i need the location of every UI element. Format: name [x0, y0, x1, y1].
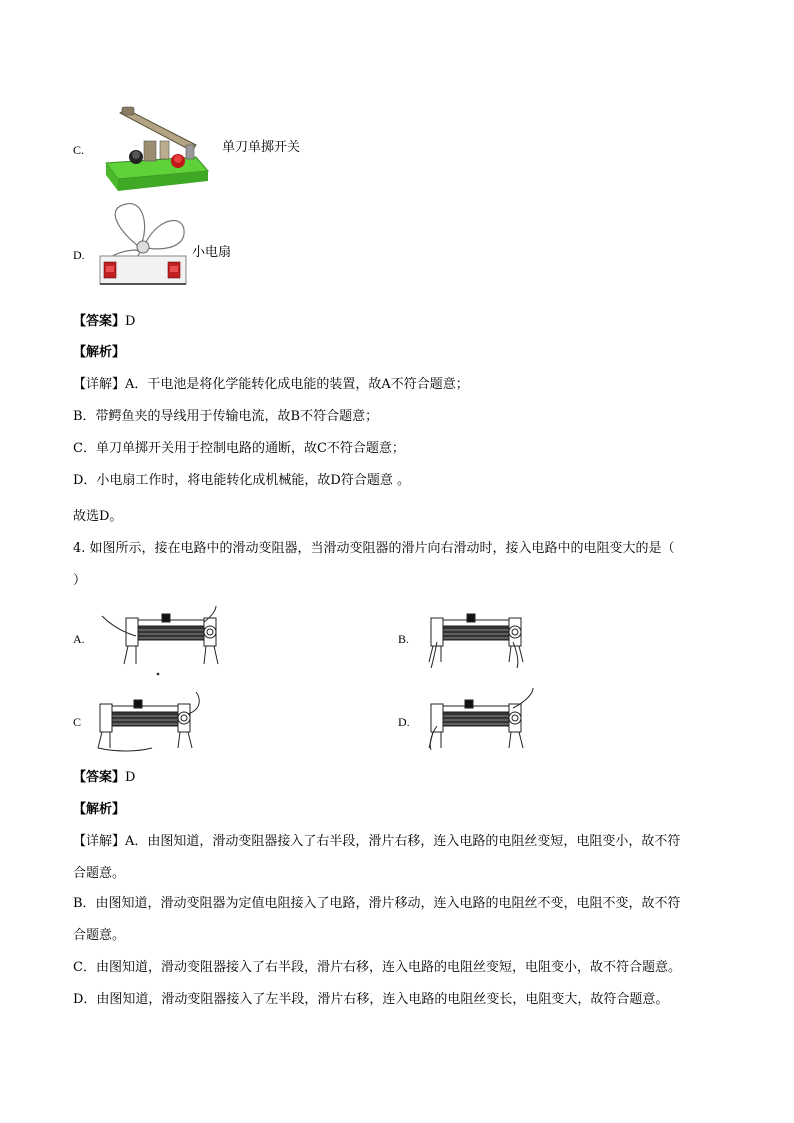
- q4-stem: 4. 如图所示，接在电路中的滑动变阻器，当滑动变阻器的滑片向右滑动时，接入电路中的电阻变大的是（: [73, 541, 675, 556]
- small-fan-image: [96, 198, 196, 290]
- q4-answer: [73, 770, 135, 786]
- q4-option-letter-b: B.: [398, 632, 410, 646]
- q4-detail-line: D．由图知道，滑动变阻器接入了左半段，滑片右移，连入电路的电阻丝变长，电阻变大，故符合题意。: [73, 992, 669, 1007]
- option-caption-c: 单刀单掷开关: [222, 140, 301, 155]
- answer-value: D: [125, 770, 136, 785]
- rheostat-d-image: [425, 690, 535, 756]
- option-letter-c: C.: [73, 143, 85, 157]
- option-caption-d: 小电扇: [192, 245, 232, 260]
- q4-detail-line: 合题意。: [73, 928, 126, 943]
- q4-detail-line: B．由图知道，滑动变阻器为定值电阻接入了电路，滑片移动，连入电路的电阻丝不变，电阻不变，故不符: [73, 896, 681, 911]
- answer-label: 【答案】: [73, 770, 126, 785]
- q4-option-letter-c: C: [73, 715, 82, 729]
- q4-option-letter-a: A.: [73, 632, 85, 646]
- rheostat-b-image: [425, 612, 525, 672]
- rheostat-c-image: [96, 690, 206, 756]
- answer-label: 【答案】: [73, 314, 126, 329]
- q3-conclusion: 故选D。: [73, 509, 123, 524]
- q3-detail-line: B．带鳄鱼夹的导线用于传输电流，故B不符合题意；: [73, 409, 379, 424]
- q3-detail-line: D．小电扇工作时，将电能转化成机械能，故D符合题意 。: [73, 473, 410, 488]
- q3-answer: [73, 314, 135, 330]
- answer-value: D: [125, 314, 136, 329]
- q4-stem-close: ）: [73, 573, 87, 588]
- q4-detail-line: C．由图知道，滑动变阻器接入了右半段，滑片右移，连入电路的电阻丝变短，电阻变小，故不符合题意。: [73, 960, 681, 975]
- q4-detail-line: 【详解】A．由图知道，滑动变阻器接入了右半段，滑片右移，连入电路的电阻丝变短，电阻变小，故不符: [73, 834, 681, 849]
- q3-analysis-label: 【解析】: [73, 345, 126, 360]
- knife-switch-image: [100, 105, 212, 197]
- q3-detail-line: 【详解】A．干电池是将化学能转化成电能的装置，故A不符合题意；: [73, 377, 469, 392]
- q4-analysis-label: 【解析】: [73, 802, 126, 817]
- q4-detail-line: 合题意。: [73, 866, 126, 881]
- option-letter-d: D.: [73, 248, 85, 262]
- q3-detail-line: C．单刀单掷开关用于控制电路的通断，故C不符合题意；: [73, 441, 405, 456]
- rheostat-a-image: [100, 612, 220, 678]
- q4-option-letter-d: D.: [398, 715, 410, 729]
